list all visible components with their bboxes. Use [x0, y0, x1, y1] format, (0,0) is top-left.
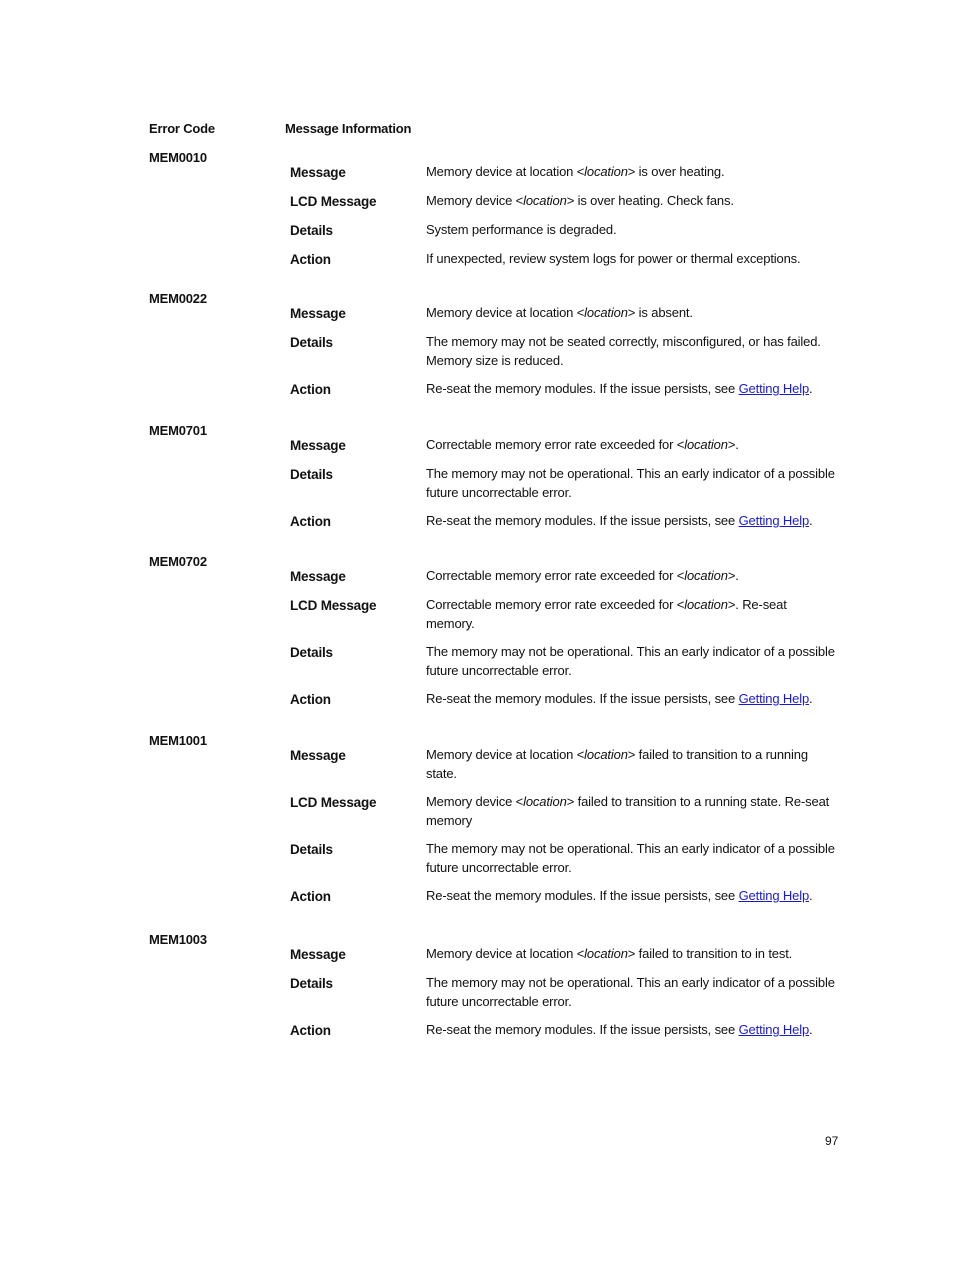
row-text: The memory may not be operational. This an early indicator of a possible future uncorrectable error.	[426, 644, 835, 678]
row-text: If unexpected, review system logs for power or thermal exceptions.	[426, 251, 801, 266]
getting-help-link[interactable]: Getting Help	[738, 691, 810, 706]
row-text: Memory device at location <location> is absent.	[426, 305, 693, 320]
row-text: Memory device <location> is over heating. Check fans.	[426, 193, 734, 208]
row-text: Memory device at location <location> is over heating.	[426, 164, 725, 179]
row-text: Re-seat the memory modules. If the issue persists, see Getting Help.	[426, 381, 813, 396]
row-text: The memory may not be operational. This an early indicator of a possible future uncorrectable error.	[426, 841, 835, 875]
row-label: Action	[290, 252, 331, 267]
error-code: MEM0702	[149, 554, 207, 569]
entry-rows	[290, 745, 835, 915]
row-label: Message	[290, 438, 346, 453]
row-text: Memory device at location <location> failed to transition to in test.	[426, 946, 793, 961]
row-label: Message	[290, 569, 346, 584]
row-text: Re-seat the memory modules. If the issue persists, see Getting Help.	[426, 888, 813, 903]
error-code: MEM0701	[149, 423, 207, 438]
getting-help-link[interactable]: Getting Help	[738, 1022, 810, 1037]
entry-row	[290, 792, 835, 830]
row-text: The memory may not be operational. This an early indicator of a possible future uncorrectable error.	[426, 975, 835, 1009]
entry-row	[290, 944, 835, 964]
row-text: The memory may not be seated correctly, misconfigured, or has failed. Memory size is reduced.	[426, 334, 821, 368]
entry-row	[290, 973, 835, 1011]
entry-rows	[290, 303, 835, 408]
entry-rows	[290, 162, 835, 278]
row-text: Re-seat the memory modules. If the issue persists, see Getting Help.	[426, 513, 813, 528]
row-label: LCD Message	[290, 598, 377, 613]
row-label: Action	[290, 692, 331, 707]
row-text: The memory may not be operational. This an early indicator of a possible future uncorrectable error.	[426, 466, 835, 500]
error-code-heading: Error Code	[149, 121, 215, 136]
getting-help-link[interactable]: Getting Help	[738, 888, 810, 903]
entry-rows	[290, 566, 835, 718]
row-text: Correctable memory error rate exceeded for <location>.	[426, 568, 739, 583]
getting-help-link[interactable]: Getting Help	[738, 381, 810, 396]
entry-row	[290, 745, 835, 783]
entry-row	[290, 511, 835, 531]
entry-row	[290, 191, 835, 211]
getting-help-link[interactable]: Getting Help	[738, 513, 810, 528]
row-label: Details	[290, 335, 333, 350]
row-label: Message	[290, 748, 346, 763]
entry-row	[290, 162, 835, 182]
entry-row	[290, 435, 835, 455]
entry-row	[290, 332, 835, 370]
entry-row	[290, 595, 835, 633]
row-text: Correctable memory error rate exceeded for <location>.	[426, 437, 739, 452]
entry-rows	[290, 435, 835, 540]
entry-row	[290, 464, 835, 502]
row-label: Action	[290, 514, 331, 529]
entry-row	[290, 303, 835, 323]
row-label: Action	[290, 889, 331, 904]
row-label: Message	[290, 165, 346, 180]
entry-row	[290, 886, 835, 906]
entry-row	[290, 220, 835, 240]
entry-row	[290, 1020, 835, 1040]
entry-row	[290, 839, 835, 877]
row-label: Message	[290, 947, 346, 962]
error-code: MEM0022	[149, 291, 207, 306]
row-text: Re-seat the memory modules. If the issue persists, see Getting Help.	[426, 691, 813, 706]
entry-row	[290, 642, 835, 680]
entry-row	[290, 689, 835, 709]
error-code: MEM1003	[149, 932, 207, 947]
entry-row	[290, 249, 835, 269]
page-number: 97	[825, 1134, 839, 1148]
row-label: LCD Message	[290, 194, 377, 209]
error-code: MEM1001	[149, 733, 207, 748]
entry-rows	[290, 944, 835, 1049]
row-text: System performance is degraded.	[426, 222, 617, 237]
row-text: Correctable memory error rate exceeded for <location>. Re-seat memory.	[426, 597, 787, 631]
row-text: Re-seat the memory modules. If the issue persists, see Getting Help.	[426, 1022, 813, 1037]
row-label: LCD Message	[290, 795, 377, 810]
row-label: Message	[290, 306, 346, 321]
message-information-heading: Message Information	[285, 121, 412, 136]
entry-row	[290, 566, 835, 586]
row-label: Details	[290, 842, 333, 857]
row-label: Details	[290, 976, 333, 991]
row-label: Action	[290, 382, 331, 397]
row-label: Details	[290, 645, 333, 660]
row-text: Memory device at location <location> failed to transition to a running state.	[426, 747, 808, 781]
error-code: MEM0010	[149, 150, 207, 165]
row-text: Memory device <location> failed to transition to a running state. Re-seat memory	[426, 794, 830, 828]
row-label: Details	[290, 223, 333, 238]
row-label: Action	[290, 1023, 331, 1038]
row-label: Details	[290, 467, 333, 482]
entry-row	[290, 379, 835, 399]
